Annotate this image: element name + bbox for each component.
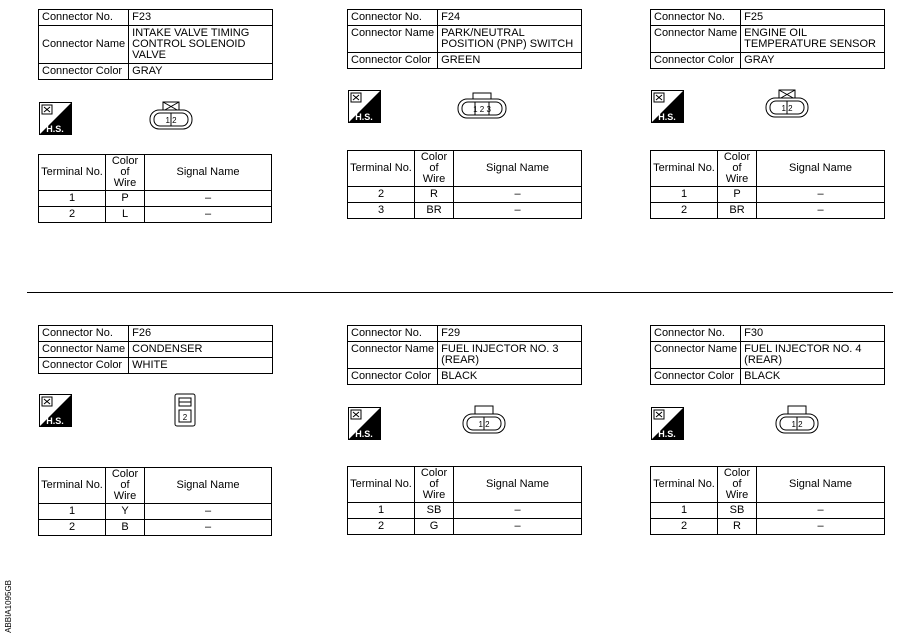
section-divider: [27, 292, 893, 293]
terminal-table-f26: Terminal No. Color of Wire Signal Name 1 Y – 2 B –: [38, 467, 272, 536]
svg-text:H.S.: H.S.: [658, 112, 676, 122]
connector-color-label: Connector Color: [39, 64, 129, 80]
svg-text:1 2: 1 2: [165, 116, 177, 125]
connector-f26: Connector No. F26 Connector Name CONDENSER Connector Color WHITE: [38, 325, 273, 374]
svg-text:H.S.: H.S.: [355, 429, 373, 439]
svg-text:H.S.: H.S.: [46, 416, 64, 426]
harness-side-icon: [651, 407, 684, 440]
terminal-table-f29: Terminal No. Color of Wire Signal Name 1 SB – 2 G –: [347, 466, 582, 535]
connector-f30: Connector No. F30 Connector Name FUEL INJECTOR NO. 4 (REAR) Connector Color BLACK: [650, 325, 885, 385]
svg-text:2: 2: [182, 413, 188, 422]
svg-text:1 2: 1 2: [478, 420, 490, 429]
figure-code: ABBIA1095GB: [4, 580, 13, 633]
connector-face-diagram: [461, 405, 507, 435]
connector-f25: Connector No. F25 Connector Name ENGINE OIL TEMPERATURE SENSOR Connector Color GRAY: [650, 9, 885, 69]
svg-text:H.S.: H.S.: [355, 112, 373, 122]
connector-face-diagram: [774, 405, 820, 435]
harness-side-icon: [39, 102, 72, 135]
harness-side-icon: [39, 394, 72, 427]
svg-text:1 2: 1 2: [791, 420, 803, 429]
connector-face-diagram: [764, 89, 810, 119]
harness-side-icon: [651, 90, 684, 123]
connector-color-value: GRAY: [129, 64, 273, 80]
svg-text:1 2 3: 1 2 3: [473, 105, 491, 114]
connector-face-diagram: [456, 92, 508, 120]
connector-no-label: Connector No.: [39, 10, 129, 26]
connector-no-value: F23: [129, 10, 273, 26]
harness-side-icon: [348, 90, 381, 123]
svg-text:H.S.: H.S.: [46, 124, 64, 134]
connector-name-label: Connector Name: [39, 26, 129, 64]
terminal-table-f30: Terminal No. Color of Wire Signal Name 1 SB – 2 R –: [650, 466, 885, 535]
connector-f29: Connector No. F29 Connector Name FUEL INJECTOR NO. 3 (REAR) Connector Color BLACK: [347, 325, 582, 385]
connector-face-diagram: [174, 393, 196, 427]
connector-f23: [38, 9, 273, 80]
terminal-table-f25: Terminal No. Color of Wire Signal Name 1 P – 2 BR –: [650, 150, 885, 219]
terminal-table-f23: Terminal No. Color of Wire Signal Name 1 P – 2 L –: [38, 154, 272, 223]
terminal-table-f24: Terminal No. Color of Wire Signal Name 2 R – 3 BR –: [347, 150, 582, 219]
connector-face-diagram: [148, 101, 194, 131]
svg-text:H.S.: H.S.: [658, 429, 676, 439]
svg-text:1 2: 1 2: [781, 104, 793, 113]
harness-side-icon: [348, 407, 381, 440]
connector-f24: Connector No. F24 Connector Name PARK/NEUTRAL POSITION (PNP) SWITCH Connector Color GREEN: [347, 9, 582, 69]
connector-name-value: INTAKE VALVE TIMING CONTROL SOLENOID VALVE: [129, 26, 273, 64]
